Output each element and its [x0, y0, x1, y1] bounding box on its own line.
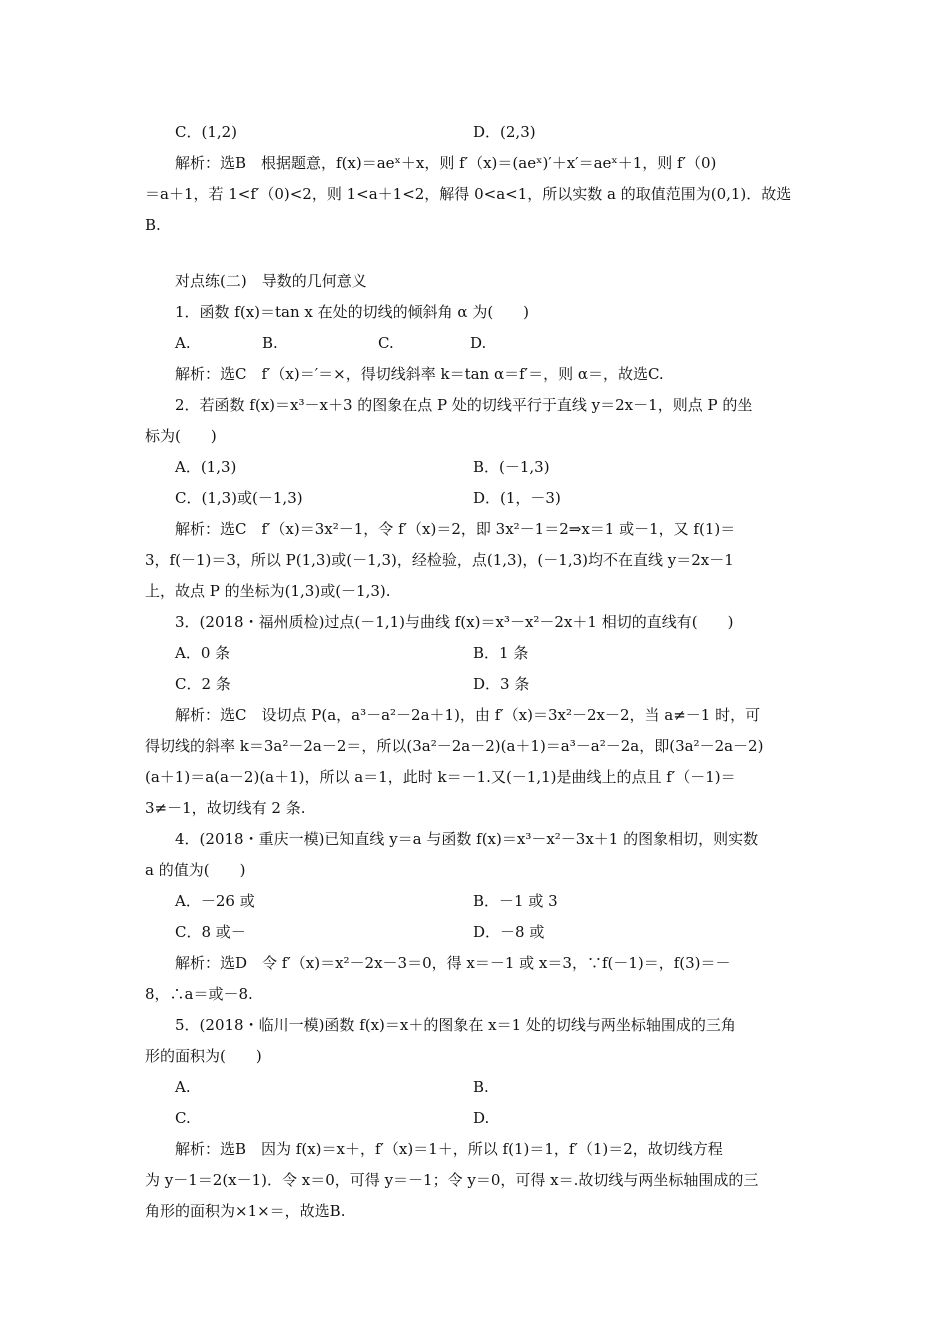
option-c: C. — [378, 334, 394, 352]
paragraph-continuation: 上，故点 P 的坐标为(1,3)或(－1,3). — [145, 582, 391, 600]
option-left: C．(1,3)或(－1,3) — [175, 489, 303, 507]
paragraph-line: 5．(2018・临川一模)函数 f(x)＝x＋的图象在 x＝1 处的切线与两坐标轴围成的三角 — [175, 1016, 736, 1034]
option-right: B. — [473, 1078, 489, 1096]
paragraph-continuation: 为 y－1＝2(x－1)．令 x＝0，可得 y＝－1；令 y＝0，可得 x＝.故切线与两坐标轴围成的三 — [145, 1171, 759, 1189]
paragraph-continuation: 8，∴a＝或－8. — [145, 985, 253, 1003]
paragraph-continuation: 3≠－1，故切线有 2 条. — [145, 799, 306, 817]
paragraph-line: 2．若函数 f(x)＝x³－x＋3 的图象在点 P 处的切线平行于直线 y＝2x－1，则点 P 的坐 — [175, 396, 753, 414]
option-a: A. — [175, 334, 191, 352]
paragraph-line: 1．函数 f(x)＝tan x 在处的切线的倾斜角 α 为( ) — [175, 303, 530, 321]
option-right: B．(－1,3) — [473, 458, 550, 476]
paragraph-continuation: 得切线的斜率 k＝3a²－2a－2＝，所以(3a²－2a－2)(a＋1)＝a³－a²－2a，即(3a²－2a－2) — [145, 737, 764, 755]
paragraph-continuation: a 的值为( ) — [145, 861, 246, 879]
paragraph-line: 4．(2018・重庆一模)已知直线 y＝a 与函数 f(x)＝x³－x²－3x＋1 的图象相切，则实数 — [175, 830, 759, 848]
paragraph-continuation: 3，f(－1)＝3，所以 P(1,3)或(－1,3)，经检验，点(1,3)，(－1,3)均不在直线 y＝2x－1 — [145, 551, 734, 569]
paragraph-continuation: 角形的面积为×1×＝，故选B. — [145, 1202, 346, 1220]
paragraph-line: 解析：选C 设切点 P(a，a³－a²－2a＋1)，由 f′（x)＝3x²－2x－2，当 a≠－1 时，可 — [175, 706, 761, 724]
option-left: C．(1,2) — [175, 123, 238, 141]
paragraph-line: 对点练(二) 导数的几何意义 — [175, 272, 367, 290]
paragraph-continuation: B. — [145, 216, 161, 234]
paragraph-continuation: 标为( ) — [145, 427, 217, 445]
paragraph-line: 解析：选D 令 f′（x)＝x²－2x－3＝0，得 x＝－1 或 x＝3，∵f(－1)＝，f(3)＝－ — [175, 954, 731, 972]
paragraph-line: 解析：选B 因为 f(x)＝x＋，f′（x)＝1＋，所以 f(1)＝1，f′（1)＝2，故切线方程 — [175, 1140, 723, 1158]
paragraph-continuation: (a＋1)＝a(a－2)(a＋1)，所以 a＝1，此时 k＝－1.又(－1,1)是曲线上的点且 f′（－1)＝ — [145, 768, 736, 786]
option-left: A．－26 或 — [175, 892, 255, 910]
paragraph-line: 解析：选C f′（x)＝3x²－1，令 f′（x)＝2，即 3x²－1＝2⇒x＝1 或－1，又 f(1)＝ — [175, 520, 736, 538]
option-left: A. — [175, 1078, 191, 1096]
option-b: B. — [262, 334, 278, 352]
option-left: A．0 条 — [175, 644, 231, 662]
option-right: D．3 条 — [473, 675, 530, 693]
paragraph-line: 解析：选B 根据题意，f(x)＝aeˣ＋x，则 f′（x)＝(aeˣ)′＋x′＝aeˣ＋1，则 f′（0) — [175, 154, 717, 172]
option-d: D. — [470, 334, 487, 352]
option-left: C. — [175, 1109, 191, 1127]
option-right: B．－1 或 3 — [473, 892, 558, 910]
paragraph-continuation: 形的面积为( ) — [145, 1047, 262, 1065]
option-right: D. — [473, 1109, 490, 1127]
option-right: B．1 条 — [473, 644, 529, 662]
option-left: C．8 或－ — [175, 923, 246, 941]
option-right: D．(1，－3) — [473, 489, 561, 507]
option-right: D．－8 或 — [473, 923, 545, 941]
option-left: C．2 条 — [175, 675, 231, 693]
option-right: D．(2,3) — [473, 123, 536, 141]
option-left: A．(1,3) — [175, 458, 237, 476]
paragraph-continuation: ＝a＋1，若 1<f′（0)<2，则 1<a＋1<2，解得 0<a<1，所以实数 a 的取值范围为(0,1)．故选 — [145, 185, 792, 203]
paragraph-line: 解析：选C f′（x)＝′＝×，得切线斜率 k＝tan α＝f′＝，则 α＝，故选C. — [175, 365, 664, 383]
paragraph-line: 3．(2018・福州质检)过点(－1,1)与曲线 f(x)＝x³－x²－2x＋1 相切的直线有( ) — [175, 613, 734, 631]
